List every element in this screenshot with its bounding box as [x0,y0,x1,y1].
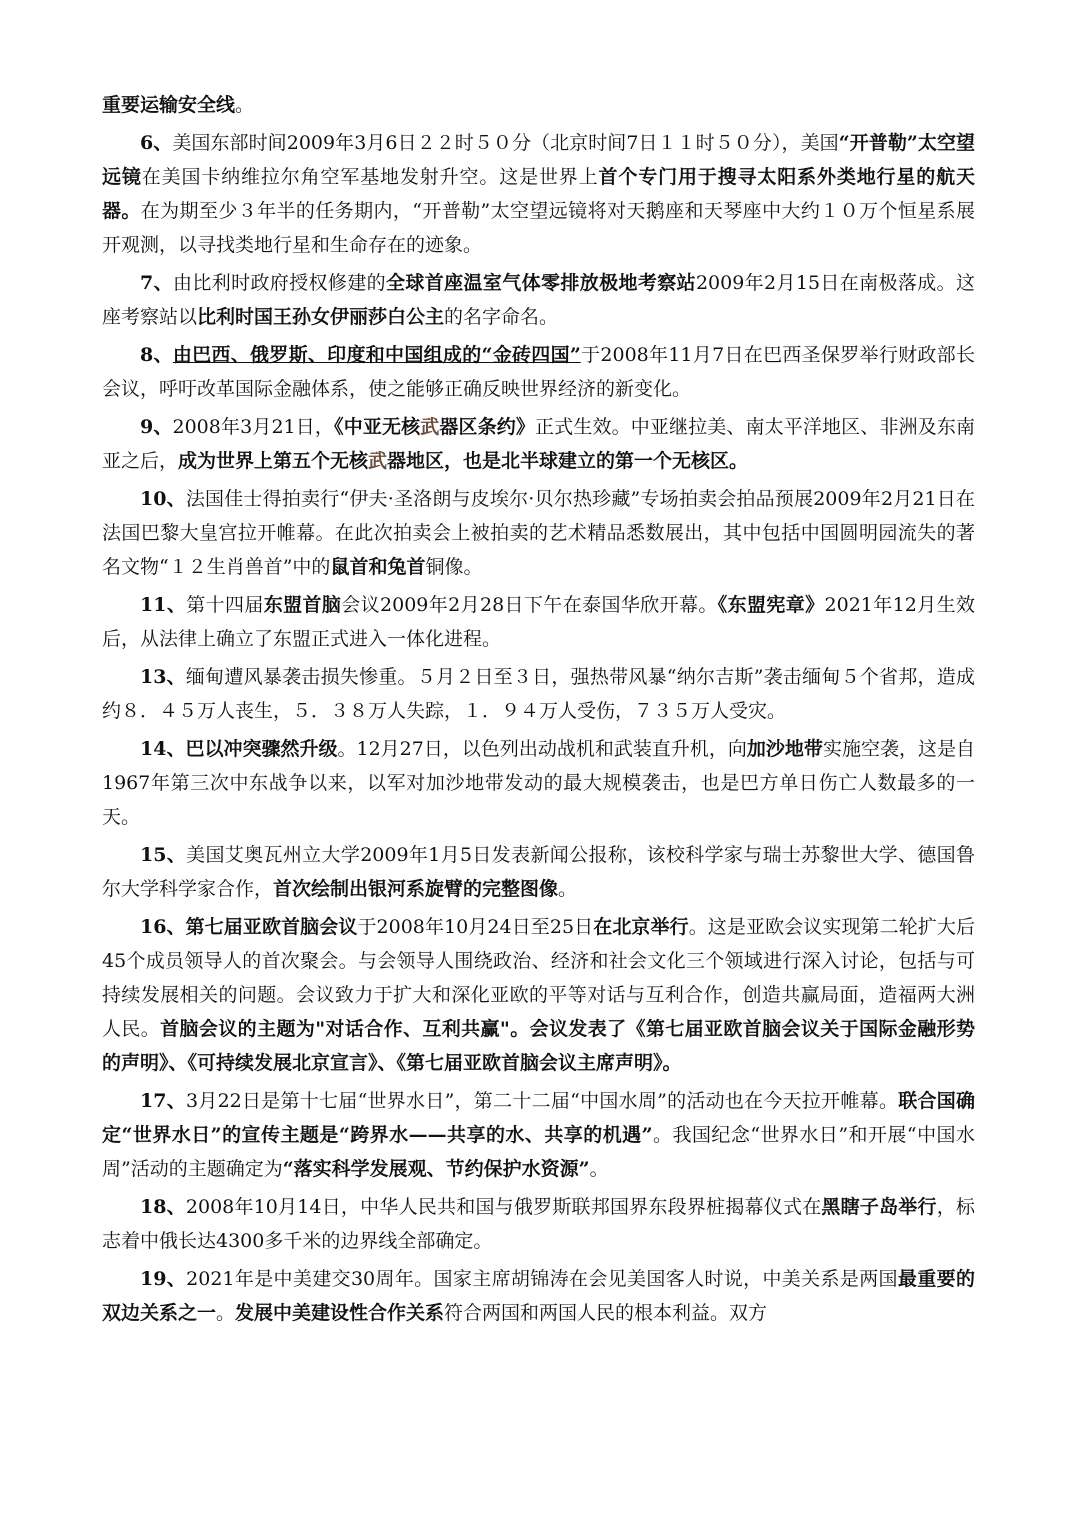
emphasis-text: 最重要的双边关系之一 [102,1268,975,1324]
body-text: 。 [235,94,255,116]
emphasis-text: 武 [368,450,388,472]
body-text: 铜像。 [425,556,483,578]
emphasis-text: 器区条约》 [439,416,536,438]
body-text: 。我国纪念“世界水日”和开展“中国水周”活动的主题确定为 [102,1124,975,1180]
emphasis-text: 在北京举行 [593,916,689,938]
body-text: 2009年2月15日在南极落成。这座考察站以 [102,272,975,328]
emphasis-text: 首个专门用于搜寻太阳系外类地行星的航天器。 [102,166,975,222]
emphasis-text: 16、第七届亚欧首脑会议 [140,916,358,938]
body-text: 正式生效。中亚继拉美、南太平洋地区、非洲及东南亚之后， [102,416,975,472]
emphasis-text: 发展中美建设性合作关系 [235,1302,445,1324]
body-text: 会议2009年2月28日下午在泰国华欣开幕。 [341,594,718,616]
emphasis-text: 13、 [140,666,186,688]
emphasis-text: 首脑会议的主题为"对话合作、互利共赢"。会议发表了《第七届亚欧首脑会议关于国际金融形势的声明》、《可持续发展北京宣言》、《第七届亚欧首脑会议主席声明》。 [102,1018,975,1074]
news-paragraph [102,88,975,122]
emphasis-text: 14、巴以冲突骤然升级 [140,738,338,760]
emphasis-text: 9、 [140,416,173,438]
emphasis-text: 《中亚无核 [334,416,421,438]
body-text: 2021年是中美建交30周年。国家主席胡锦涛在会见美国客人时说，中美关系是两国 [186,1268,898,1290]
body-text: 。 [589,1158,609,1180]
emphasis-text: 武 [420,416,440,438]
emphasis-text: 器地区，也是北半球建立的第一个无核区。 [387,450,749,472]
emphasis-text: 18、 [140,1196,186,1218]
news-paragraph [102,266,975,334]
emphasis-text: “落实科学发展观、节约保护水资源” [282,1158,590,1180]
body-text: 2008年10月14日，中华人民共和国与俄罗斯联邦国界东段界桩揭幕仪式在 [185,1196,822,1218]
body-text: 2008年3月21日， [172,416,335,438]
body-text: 在为期至少３年半的任务期内，“开普勒”太空望远镜将对天鹅座和天琴座中大约１０万个恒星系展开观测，以寻找类地行星和生命存在的迹象。 [102,200,975,256]
body-text: 于2008年11月7日在巴西圣保罗举行财政部长会议，呼吁改革国际金融体系，使之能够正确反映世界经济的新变化。 [102,344,975,400]
news-paragraph [102,838,975,906]
news-paragraph [102,126,975,262]
body-text: 。这是亚欧会议实现第二轮扩大后45个成员领导人的首次聚会。与会领导人围绕政治、经济和社会文化三个领域进行深入讨论，包括与可持续发展相关的问题。会议致力于扩大和深化亚欧的平等对话与互利合作，创造共赢局面，造福两大洲人民。 [102,916,975,1040]
emphasis-text: 由巴西、俄罗斯、印度和中国组成的“金砖四国” [172,344,581,366]
body-text: 第十四届 [186,594,264,616]
emphasis-text: 重要运输安全线 [102,94,236,116]
news-paragraph [102,482,975,584]
body-text: 。 [558,878,578,900]
body-text: 。 [216,1302,236,1324]
news-paragraph [102,410,975,478]
body-text: 3月22日是第十七届“世界水日”，第二十二届“中国水周”的活动也在今天拉开帷幕。 [185,1090,899,1112]
emphasis-text: 首次绘制出银河系旋臂的完整图像 [273,878,559,900]
emphasis-text: 成为世界上第五个无核 [178,450,369,472]
news-paragraph [102,588,975,656]
body-text: ，标志着中俄长达4300多千米的边界线全部确定。 [102,1196,975,1252]
body-text: 于2008年10月24日至25日 [357,916,594,938]
emphasis-text: 7、 [140,272,173,294]
body-text: 的名字命名。 [444,306,559,328]
emphasis-text: “开普勒”太空望远镜 [102,132,976,188]
body-text: 缅甸遭风暴袭击损失惨重。５月２日至３日，强热带风暴“纳尔吉斯”袭击缅甸５个省邦，造成约８．４５万人丧生，５．３８万人失踪，１．９４万人受伤，７３５万人受灾。 [102,666,975,722]
emphasis-text: 鼠首和兔首 [330,556,426,578]
emphasis-text: 联合国确定“世界水日”的宣传主题是“跨界水——共享的水、共享的机遇” [102,1090,975,1146]
emphasis-text: 19、 [140,1268,187,1290]
news-paragraph [102,910,975,1080]
emphasis-text: 加沙地带 [746,738,823,760]
body-text: 美国艾奥瓦州立大学2009年1月5日发表新闻公报称，该校科学家与瑞士苏黎世大学、德国鲁尔大学科学家合作， [102,844,975,900]
news-paragraph [102,1190,975,1258]
news-paragraph [102,732,975,834]
body-text: 法国佳士得拍卖行“伊夫·圣洛朗与皮埃尔·贝尔热珍藏”专场拍卖会拍品预展2009年2月21日在法国巴黎大皇宫拉开帷幕。在此次拍卖会上被拍卖的艺术精品悉数展出，其中包括中国圆明园流失的著名文物“１２生肖兽首”中的 [102,488,975,578]
emphasis-text: 比利时国王孙女伊丽莎白公主 [197,306,445,328]
body-text: 实施空袭，这是自1967年第三次中东战争以来，以军对加沙地带发动的最大规模袭击，也是巴方单日伤亡人数最多的一天。 [102,738,975,828]
emphasis-text: 东盟首脑 [263,594,342,616]
news-paragraph [102,660,975,728]
emphasis-text: 11、 [140,594,187,616]
emphasis-text: 6、 [140,132,173,154]
body-text: 。12月27日，以色列出动战机和武装直升机，向 [337,738,747,760]
body-text: 符合两国和两国人民的根本利益。双方 [444,1302,768,1324]
emphasis-text: 8、 [140,344,173,366]
body-text: 美国东部时间2009年3月6日２２时５０分（北京时间7日１１时５０分），美国 [172,132,839,154]
body-text: 由比利时政府授权修建的 [172,272,387,294]
emphasis-text: 全球首座温室气体零排放极地考察站 [386,272,696,294]
emphasis-text: 15、 [140,844,187,866]
news-paragraph [102,1262,975,1330]
emphasis-text: 10、 [140,488,186,510]
emphasis-text: 黑瞎子岛举行 [821,1196,937,1218]
body-text: 2021年12月生效后，从法律上确立了东盟正式进入一体化进程。 [102,594,975,650]
emphasis-text: 《东盟宪章》 [717,594,825,616]
body-text: 在美国卡纳维拉尔角空军基地发射升空。这是世界上 [141,166,599,188]
news-paragraph [102,1084,975,1186]
news-paragraph [102,338,975,406]
emphasis-text: 17、 [140,1090,186,1112]
